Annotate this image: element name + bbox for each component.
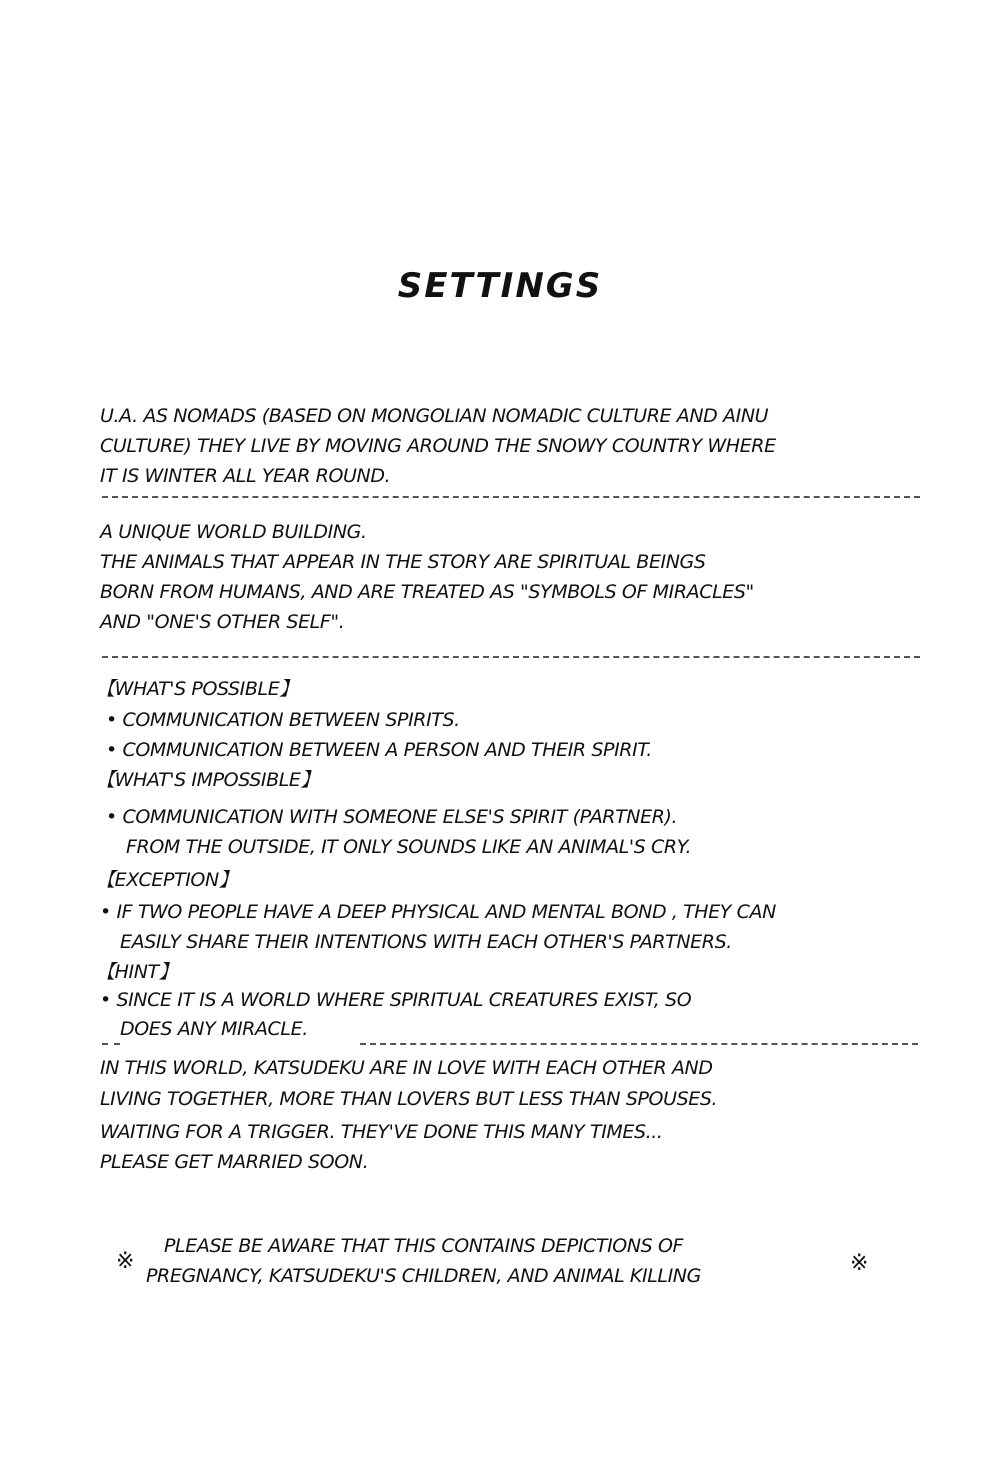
exception-item: EASILY SHARE THEIR INTENTIONS WITH EACH OTHER'S PARTNERS. bbox=[120, 931, 732, 953]
reference-mark-icon: ※ bbox=[116, 1249, 135, 1274]
intro-line: CULTURE) THEY LIVE BY MOVING AROUND THE SNOWY COUNTRY WHERE bbox=[100, 435, 776, 457]
notice-line: PLEASE BE AWARE THAT THIS CONTAINS DEPICTIONS OF bbox=[164, 1235, 684, 1257]
page-title: SETTINGS bbox=[397, 266, 603, 306]
world-line: BORN FROM HUMANS, AND ARE TREATED AS "SYMBOLS OF MIRACLES" bbox=[100, 581, 754, 603]
possible-item: • COMMUNICATION BETWEEN SPIRITS. bbox=[106, 709, 460, 731]
world-line: AND "ONE'S OTHER SELF". bbox=[100, 611, 345, 633]
hint-item: • SINCE IT IS A WORLD WHERE SPIRITUAL CREATURES EXIST, SO bbox=[100, 989, 692, 1011]
exception-item: • IF TWO PEOPLE HAVE A DEEP PHYSICAL AND MENTAL BOND , THEY CAN bbox=[100, 901, 776, 923]
closing-line: WAITING FOR A TRIGGER. THEY'VE DONE THIS MANY TIMES... bbox=[100, 1121, 663, 1143]
section-divider bbox=[102, 656, 920, 658]
possible-heading: 【WHAT'S POSSIBLE】 bbox=[96, 678, 298, 700]
world-line: A UNIQUE WORLD BUILDING. bbox=[100, 521, 367, 543]
exception-heading: 【EXCEPTION】 bbox=[96, 869, 238, 891]
reference-mark-icon: ※ bbox=[850, 1251, 869, 1276]
impossible-heading: 【WHAT'S IMPOSSIBLE】 bbox=[96, 769, 320, 791]
impossible-item: • COMMUNICATION WITH SOMEONE ELSE'S SPIRIT (PARTNER). bbox=[106, 806, 678, 828]
impossible-item: FROM THE OUTSIDE, IT ONLY SOUNDS LIKE AN ANIMAL'S CRY. bbox=[126, 836, 692, 858]
hint-heading: 【HINT】 bbox=[96, 961, 178, 983]
intro-line: U.A. AS NOMADS (BASED ON MONGOLIAN NOMADIC CULTURE AND AINU bbox=[100, 405, 769, 427]
possible-item: • COMMUNICATION BETWEEN A PERSON AND THEIR SPIRIT. bbox=[106, 739, 652, 761]
closing-line: LIVING TOGETHER, MORE THAN LOVERS BUT LESS THAN SPOUSES. bbox=[100, 1088, 718, 1110]
section-divider bbox=[102, 496, 920, 498]
notice-line: PREGNANCY, KATSUDEKU'S CHILDREN, AND ANIMAL KILLING bbox=[146, 1265, 701, 1287]
intro-line: IT IS WINTER ALL YEAR ROUND. bbox=[100, 465, 391, 487]
closing-line: PLEASE GET MARRIED SOON. bbox=[100, 1151, 369, 1173]
section-divider bbox=[360, 1043, 918, 1045]
world-line: THE ANIMALS THAT APPEAR IN THE STORY ARE SPIRITUAL BEINGS bbox=[100, 551, 706, 573]
closing-line: IN THIS WORLD, KATSUDEKU ARE IN LOVE WITH EACH OTHER AND bbox=[100, 1057, 713, 1079]
section-divider bbox=[102, 1043, 120, 1045]
hint-item: DOES ANY MIRACLE. bbox=[120, 1018, 308, 1040]
